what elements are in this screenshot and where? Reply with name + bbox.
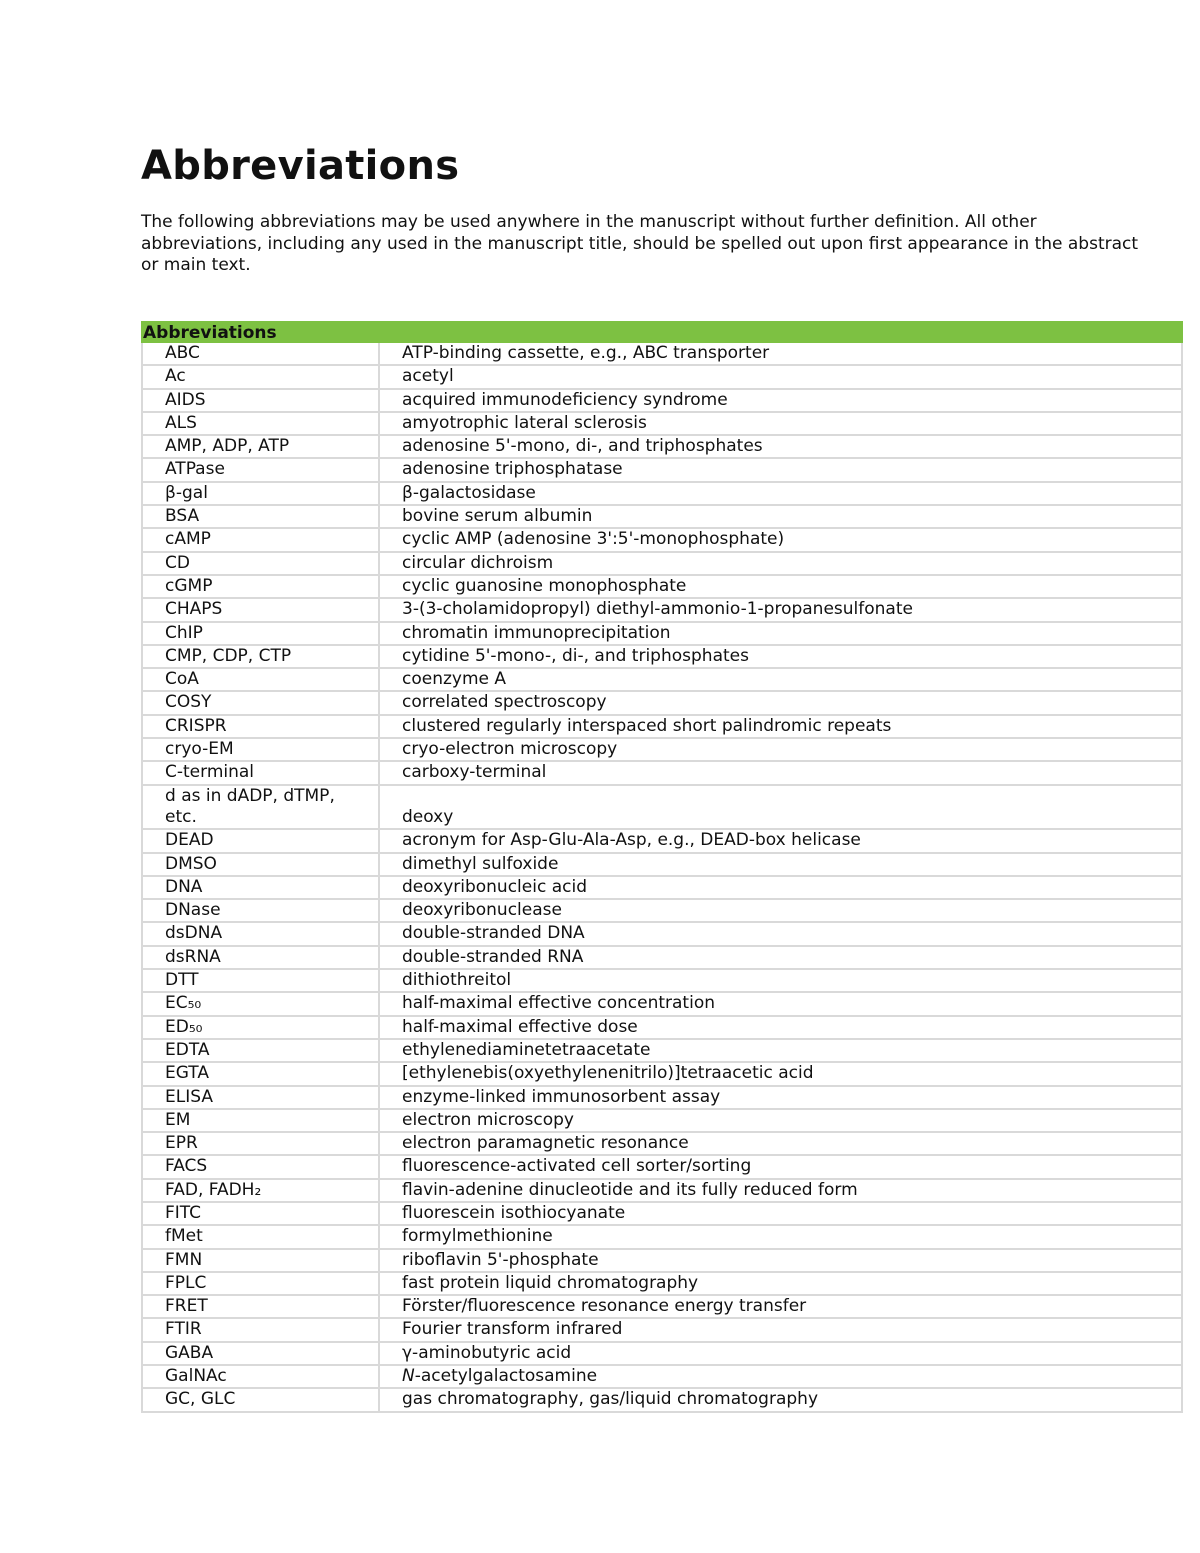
- table-row: [141, 599, 1183, 622]
- definition-cell: ATP-binding cassette, e.g., ABC transporter: [402, 343, 770, 363]
- table-row: [141, 1319, 1183, 1342]
- abbreviation-cell: DTT: [143, 970, 380, 991]
- abbreviation-cell: BSA: [143, 506, 380, 527]
- table-row: [141, 1389, 1183, 1412]
- definition-cell: amyotrophic lateral sclerosis: [402, 412, 647, 433]
- definition-cell: β-galactosidase: [402, 482, 536, 503]
- definition-cell: cyclic guanosine monophosphate: [402, 575, 687, 596]
- definition-cell: fluorescein isothiocyanate: [402, 1202, 626, 1223]
- definition-cell: enzyme-linked immunosorbent assay: [402, 1086, 721, 1107]
- definition-cell: flavin-adenine dinucleotide and its fully reduced form: [402, 1179, 858, 1200]
- abbreviation-cell: FMN: [143, 1250, 380, 1271]
- abbreviation-cell: ALS: [143, 413, 380, 434]
- definition-cell: N-acetylgalactosamine: [402, 1366, 598, 1387]
- abbreviation-cell: d as in dADP, dTMP, etc.: [143, 786, 380, 829]
- definition-cell: chromatin immunoprecipitation: [402, 622, 671, 643]
- abbreviation-cell: ATPase: [143, 459, 380, 480]
- table-row: [141, 669, 1183, 692]
- abbreviation-cell: ChIP: [143, 623, 380, 644]
- table-row: [141, 716, 1183, 739]
- table-row: [141, 1087, 1183, 1110]
- definition-cell: half-maximal effective dose: [402, 1016, 638, 1037]
- definition-cell: Fourier transform infrared: [402, 1319, 623, 1340]
- definition-cell: Förster/fluorescence resonance energy transfer: [402, 1296, 807, 1317]
- definition-cell: cyclic AMP (adenosine 3':5'-monophosphate): [402, 529, 785, 550]
- table-row: [141, 343, 1183, 366]
- definition-cell: dithiothreitol: [402, 970, 512, 991]
- abbreviation-cell: DNase: [143, 900, 380, 921]
- definition-cell: clustered regularly interspaced short palindromic repeats: [402, 715, 892, 736]
- abbreviation-cell: GalNAc: [143, 1366, 380, 1387]
- definition-cell: electron microscopy: [402, 1109, 574, 1130]
- abbreviation-cell: EPR: [143, 1133, 380, 1154]
- table-row: [141, 1273, 1183, 1296]
- abbreviation-cell: CHAPS: [143, 599, 380, 620]
- table-row: [141, 830, 1183, 853]
- table-row: [141, 970, 1183, 993]
- abbreviation-cell: AIDS: [143, 390, 380, 411]
- abbreviation-cell: ELISA: [143, 1087, 380, 1108]
- definition-cell: half-maximal effective concentration: [402, 993, 715, 1014]
- abbreviation-cell: β-gal: [143, 483, 380, 504]
- page-title: Abbreviations: [141, 143, 460, 189]
- definition-cell: electron paramagnetic resonance: [402, 1133, 689, 1154]
- abbreviation-cell: cryo-EM: [143, 739, 380, 760]
- abbreviation-cell: CoA: [143, 669, 380, 690]
- abbreviation-cell: DNA: [143, 877, 380, 898]
- abbreviation-cell: COSY: [143, 692, 380, 713]
- table-row: [141, 1366, 1183, 1389]
- definition-cell: acetyl: [402, 366, 454, 387]
- table-row: [141, 877, 1183, 900]
- definition-cell: fast protein liquid chromatography: [402, 1272, 699, 1293]
- table-header: Abbreviations: [141, 321, 1183, 343]
- definition-cell: circular dichroism: [402, 552, 554, 573]
- definition-cell: carboxy-terminal: [402, 762, 547, 783]
- abbreviation-cell: CRISPR: [143, 716, 380, 737]
- definition-cell: double-stranded RNA: [402, 946, 584, 967]
- abbreviation-cell: FACS: [143, 1156, 380, 1177]
- table-row: [141, 1226, 1183, 1249]
- table-row: [141, 1156, 1183, 1179]
- table-row: [141, 993, 1183, 1016]
- abbreviation-cell: EDTA: [143, 1040, 380, 1061]
- abbreviation-cell: FTIR: [143, 1319, 380, 1340]
- table-row: [141, 900, 1183, 923]
- table-row: [141, 947, 1183, 970]
- abbreviation-cell: ABC: [143, 343, 380, 364]
- abbreviation-cell: ED₅₀: [143, 1017, 380, 1038]
- abbreviations-table: [141, 321, 1183, 1413]
- definition-cell: γ-aminobutyric acid: [402, 1342, 572, 1363]
- abbreviation-cell: DEAD: [143, 830, 380, 851]
- abbreviation-cell: Ac: [143, 366, 380, 387]
- definition-cell: double-stranded DNA: [402, 923, 585, 944]
- table-row: [141, 1133, 1183, 1156]
- abbreviation-cell: EM: [143, 1110, 380, 1131]
- table-row: [141, 786, 1183, 831]
- table-row: [141, 854, 1183, 877]
- abbreviation-cell: GC, GLC: [143, 1389, 380, 1410]
- definition-cell: deoxyribonucleic acid: [402, 876, 587, 897]
- abbreviation-cell: AMP, ADP, ATP: [143, 436, 380, 457]
- table-row: [141, 553, 1183, 576]
- abbreviation-cell: fMet: [143, 1226, 380, 1247]
- abbreviation-cell: C-terminal: [143, 762, 380, 783]
- definition-cell: 3-(3-cholamidopropyl) diethyl-ammonio-1-propanesulfonate: [402, 599, 913, 620]
- abbreviation-cell: FRET: [143, 1296, 380, 1317]
- table-row: [141, 436, 1183, 459]
- table-row: [141, 623, 1183, 646]
- table-row: [141, 366, 1183, 389]
- definition-cell: riboflavin 5'-phosphate: [402, 1249, 599, 1270]
- abbreviation-cell: CD: [143, 553, 380, 574]
- table-body: [141, 343, 1183, 1413]
- definition-cell: formylmethionine: [402, 1226, 553, 1247]
- table-row: [141, 1063, 1183, 1086]
- abbreviation-cell: EGTA: [143, 1063, 380, 1084]
- table-row: [141, 483, 1183, 506]
- definition-cell: [ethylenebis(oxyethylenenitrilo)]tetraacetic acid: [402, 1063, 814, 1084]
- table-row: [141, 1296, 1183, 1319]
- definition-cell: correlated spectroscopy: [402, 692, 607, 713]
- definition-cell: acronym for Asp-Glu-Ala-Asp, e.g., DEAD-box helicase: [402, 830, 861, 851]
- abbreviation-cell: cAMP: [143, 529, 380, 550]
- abbreviation-cell: dsRNA: [143, 947, 380, 968]
- definition-cell: adenosine triphosphatase: [402, 459, 623, 480]
- intro-paragraph: The following abbreviations may be used anywhere in the manuscript without further definition. All other abbreviations, including any used in the manuscript title, should be spelled out upon first appearance in the abstract or main text.: [141, 212, 1139, 275]
- definition-cell: acquired immunodeficiency syndrome: [402, 389, 728, 410]
- definition-cell: cryo-electron microscopy: [402, 739, 618, 760]
- table-row: [141, 692, 1183, 715]
- table-row: [141, 762, 1183, 785]
- definition-cell: fluorescence-activated cell sorter/sorting: [402, 1156, 752, 1177]
- definition-cell: ethylenediaminetetraacetate: [402, 1039, 651, 1060]
- abbreviation-cell: FITC: [143, 1203, 380, 1224]
- table-row: [141, 1040, 1183, 1063]
- table-row: [141, 529, 1183, 552]
- table-row: [141, 1203, 1183, 1226]
- definition-cell: adenosine 5'-mono, di-, and triphosphates: [402, 436, 763, 457]
- table-row: [141, 413, 1183, 436]
- abbreviation-cell: cGMP: [143, 576, 380, 597]
- definition-cell: deoxy: [402, 806, 454, 827]
- abbreviation-cell: GABA: [143, 1343, 380, 1364]
- abbreviation-cell: FPLC: [143, 1273, 380, 1294]
- definition-cell: deoxyribonuclease: [402, 900, 562, 921]
- definition-cell: bovine serum albumin: [402, 506, 593, 527]
- table-row: [141, 646, 1183, 669]
- abbreviation-cell: FAD, FADH₂: [143, 1180, 380, 1201]
- definition-cell: coenzyme A: [402, 669, 507, 690]
- definition-cell: cytidine 5'-mono-, di-, and triphosphates: [402, 645, 749, 666]
- abbreviation-cell: dsDNA: [143, 923, 380, 944]
- table-row: [141, 459, 1183, 482]
- abbreviation-cell: CMP, CDP, CTP: [143, 646, 380, 667]
- table-row: [141, 739, 1183, 762]
- table-row: [141, 1180, 1183, 1203]
- definition-cell: dimethyl sulfoxide: [402, 853, 559, 874]
- table-row: [141, 1110, 1183, 1133]
- abbreviation-cell: EC₅₀: [143, 993, 380, 1014]
- definition-cell: gas chromatography, gas/liquid chromatography: [402, 1389, 819, 1410]
- table-row: [141, 1250, 1183, 1273]
- table-row: [141, 506, 1183, 529]
- abbreviation-cell: DMSO: [143, 854, 380, 875]
- table-row: [141, 576, 1183, 599]
- table-row: [141, 1343, 1183, 1366]
- table-row: [141, 1017, 1183, 1040]
- table-row: [141, 923, 1183, 946]
- table-row: [141, 390, 1183, 413]
